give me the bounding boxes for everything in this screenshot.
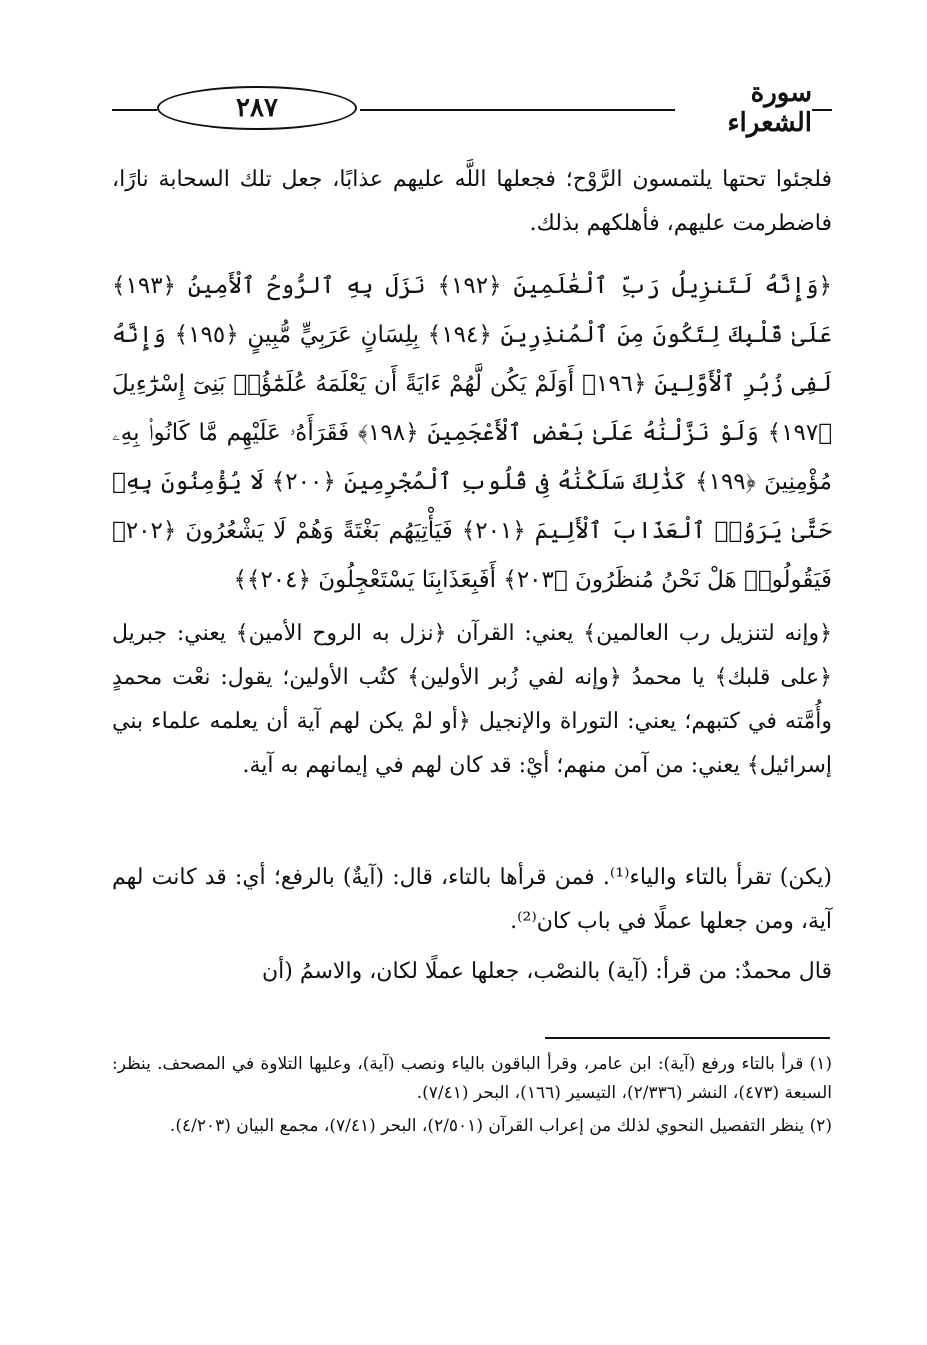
page-number: ٢٨٧ (157, 86, 357, 130)
header-rule-right (812, 109, 832, 111)
footnote-separator (545, 1037, 830, 1039)
paragraph-qiraat: (يكن) تقرأ بالتاء والياء⁽¹⁾. فمن قرأها بالتاء، قال: (آيةٌ) بالرفع؛ أي: قد كانت لهم آية، ومن جعلها عملًا في باب كان⁽²⁾. (112, 865, 832, 934)
paragraph-muhammad: قال محمدٌ: من قرأ: (آية) بالنصْب، جعلها عملًا لكان، والاسمُ (أن (262, 959, 832, 984)
header-rule-left (112, 109, 157, 111)
surah-title: سورة الشعراء (727, 78, 812, 138)
paragraph-intro: فلجئوا تحتها يلتمسون الرَّوْح؛ فجعلها اللَّه عليهم عذابًا، جعل تلك السحابة نارًا، فاضطرمت عليهم، فأهلكهم بذلك. (112, 167, 832, 236)
paragraph-tafsir: ﴿وإنه لتنزيل رب العالمين﴾ يعني: القرآن ﴿نزل به الروح الأمين﴾ يعني: جبريل ﴿على قلبك﴾ يا محمدُ ﴿وإنه لفي زُبر الأولين﴾ كتُب الأولين؛ يقول: نعْت محمدٍ وأُمَّته في كتبهم؛ يعني: التوراة والإنجيل ﴿أو لمْ يكن لهم آية أن يعلمه علماء بني إسرائيل﴾ يعني: من آمن منهم؛ أيْ: قد كان لهم في إيمانهم به آية. (112, 621, 832, 778)
footnotes (112, 1050, 832, 1145)
page-header (112, 78, 832, 138)
footnote-1: (١) قرأ بالتاء ورفع (آية): ابن عامر، وقرأ الباقون بالياء ونصب (آية)، وعليها التلاوة في المصحف. ينظر: السبعة (٤٧٣)، النشر (٢/٣٣٦)، التيسير (١٦٦)، البحر (٧/٤١). (112, 1054, 832, 1103)
footnote-2: (٢) ينظر التفصيل النحوي لذلك من إعراب القرآن (٢/٥٠١)، البحر (٧/٤١)، مجمع البيان (٤/٢٠٣). (169, 1116, 832, 1136)
header-rule-middle (360, 109, 675, 111)
quran-verses: ﴿وَإِنَّهُ لَتَنزِيلُ رَبِّ ٱلْعَٰلَمِينَ ﴿١٩٢﴾ نَزَلَ بِهِ ٱلرُّوحُ ٱلْأَمِينُ ﴿١٩٣﴾ عَلَىٰ قَلْبِكَ لِتَكُونَ مِنَ ٱلْمُنذِرِينَ ﴿١٩٤﴾ بِلِسَانٍ عَرَبِيٍّ مُّبِينٍ ﴿١٩٥﴾ وَإِنَّهُ لَفِى زُبُرِ ٱلْأَوَّلِينَ ﴿١٩٦﴾ أَوَلَمْ يَكُن لَّهُمْ ءَايَةً أَن يَعْلَمَهُ عُلَمَٰٓؤُا۟ بَنِىٓ إِسْرَٰٓءِيلَ ﴿١٩٧﴾ وَلَوْ نَزَّلْنَٰهُ عَلَىٰ بَعْضِ ٱلْأَعْجَمِينَ ﴿١٩٨﴾ فَقَرَأَهُۥ عَلَيْهِم مَّا كَانُوا۟ بِهِۦ مُؤْمِنِينَ ﴿١٩٩﴾ كَذَٰلِكَ سَلَكْنَٰهُ فِى قُلُوبِ ٱلْمُجْرِمِينَ ﴿٢٠٠﴾ لَا يُؤْمِنُونَ بِهِۦ حَتَّىٰ يَرَوُا۟ ٱلْعَذَابَ ٱلْأَلِيمَ ﴿٢٠١﴾ فَيَأْتِيَهُم بَغْتَةً وَهُمْ لَا يَشْعُرُونَ ﴿٢٠٢﴾ فَيَقُولُوا۟ هَلْ نَحْنُ مُنظَرُونَ ﴿٢٠٣﴾ أَفَبِعَذَابِنَا يَسْتَعْجِلُونَ ﴿٢٠٤﴾﴾ (112, 273, 833, 593)
